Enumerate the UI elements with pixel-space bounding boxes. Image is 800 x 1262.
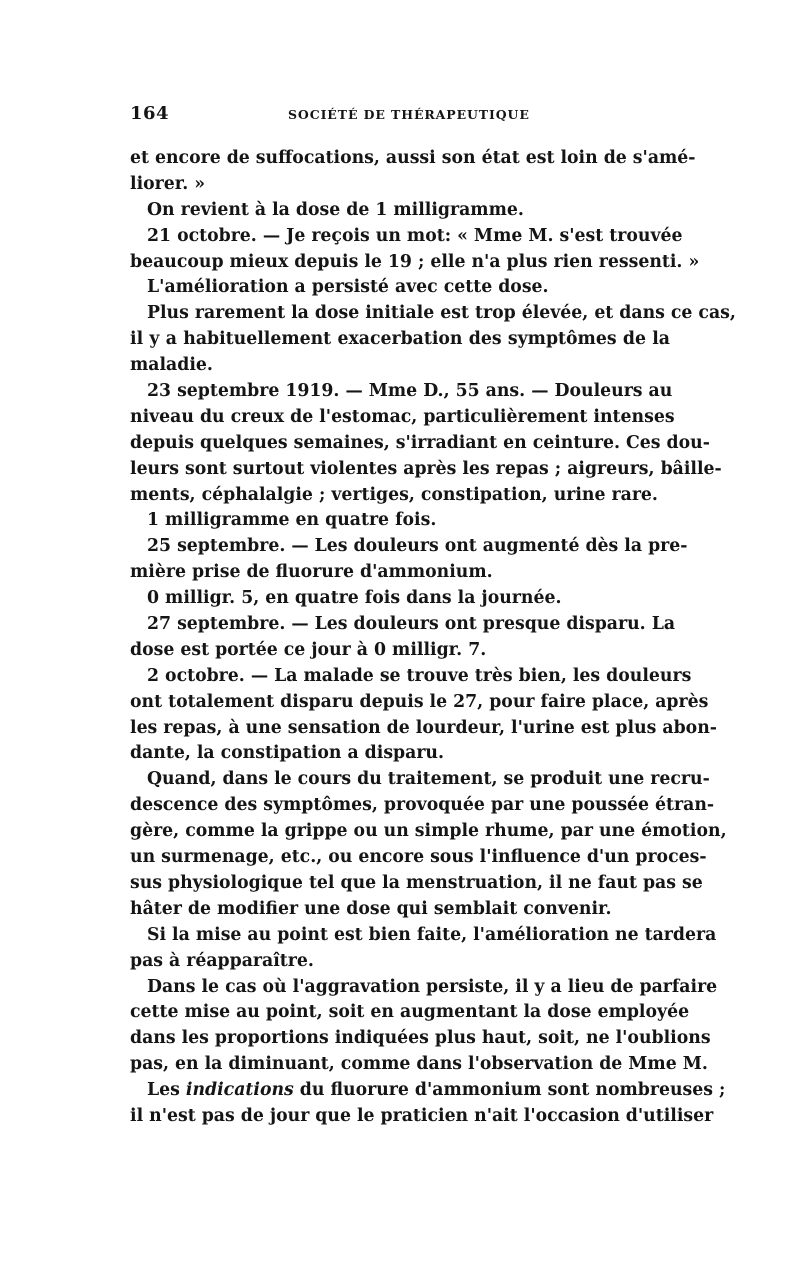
text-line: 25 septembre. — Les douleurs ont augmenté dès la pre- <box>147 536 688 557</box>
text-line: 21 octobre. — Je reçois un mot: « Mme M. s'est trouvée <box>147 225 683 246</box>
text-line: maladie. <box>130 355 213 376</box>
text-line: Les indications du fluorure d'ammonium sont nombreuses ; <box>147 1080 726 1101</box>
text-line: Si la mise au point est bien faite, l'amélioration ne tardera <box>147 924 717 945</box>
text-line: les repas, à une sensation de lourdeur, l'urine est plus abon- <box>130 717 717 738</box>
text-line: 1 milligramme en quatre fois. <box>147 510 437 531</box>
text-line: niveau du creux de l'estomac, particulièrement intenses <box>130 406 675 427</box>
text-line: il n'est pas de jour que le praticien n'ait l'occasion d'utiliser <box>130 1105 714 1126</box>
text-line: dans les proportions indiquées plus haut, soit, ne l'oublions <box>130 1028 711 1049</box>
text-line: Quand, dans le cours du traitement, se produit une recru- <box>147 769 710 790</box>
text-line: 27 septembre. — Les douleurs ont presque disparu. La <box>147 614 676 635</box>
text-line: 0 milligr. 5, en quatre fois dans la journée. <box>147 588 562 609</box>
text-line: mière prise de fluorure d'ammonium. <box>130 562 493 583</box>
body-text <box>130 146 736 1130</box>
text-line: liorer. » <box>130 173 206 194</box>
text-line: depuis quelques semaines, s'irradiant en ceinture. Ces dou- <box>130 432 710 453</box>
text-line: et encore de suffocations, aussi son état est loin de s'amé- <box>130 148 696 168</box>
text-line: il y a habituellement exacerbation des symptômes de la <box>130 329 670 350</box>
text-line: L'amélioration a persisté avec cette dose. <box>147 277 549 298</box>
text-line: dose est portée ce jour à 0 milligr. 7. <box>130 639 487 660</box>
text-line: hâter de modifier une dose qui semblait convenir. <box>130 898 612 919</box>
text-line: Plus rarement la dose initiale est trop élevée, et dans ce cas, <box>147 303 736 324</box>
text-line: gère, comme la grippe ou un simple rhume, par une émotion, <box>130 821 727 842</box>
page-header <box>130 103 670 129</box>
emphasized-word: indications <box>185 1080 294 1101</box>
text-line: sus physiologique tel que la menstruation, il ne faut pas se <box>130 872 703 893</box>
text-line: 2 octobre. — La malade se trouve très bien, les douleurs <box>147 665 692 686</box>
text-line: cette mise au point, soit en augmentant la dose employée <box>130 1002 690 1023</box>
text-line: Dans le cas où l'aggravation persiste, il y a lieu de parfaire <box>147 976 718 997</box>
text-line: descence des symptômes, provoquée par une poussée étran- <box>130 795 715 816</box>
text-line: 23 septembre 1919. — Mme D., 55 ans. — Douleurs au <box>147 381 673 402</box>
text-line: beaucoup mieux depuis le 19 ; elle n'a plus rien ressenti. » <box>130 251 700 272</box>
page-number: 164 <box>130 103 170 124</box>
text-line: pas à réapparaître. <box>130 950 314 971</box>
text-line: un surmenage, etc., ou encore sous l'influence d'un proces- <box>130 847 707 868</box>
text-line: dante, la constipation a disparu. <box>130 743 445 764</box>
text-line: ments, céphalalgie ; vertiges, constipation, urine rare. <box>130 484 658 505</box>
text-line: pas, en la diminuant, comme dans l'observation de Mme M. <box>130 1054 708 1075</box>
text-line: ont totalement disparu depuis le 27, pour faire place, après <box>130 691 709 712</box>
text-line: leurs sont surtout violentes après les repas ; aigreurs, bâille- <box>130 458 722 479</box>
text-line: On revient à la dose de 1 milligramme. <box>147 199 524 220</box>
running-head: SOCIÉTÉ DE THÉRAPEUTIQUE <box>288 107 530 122</box>
